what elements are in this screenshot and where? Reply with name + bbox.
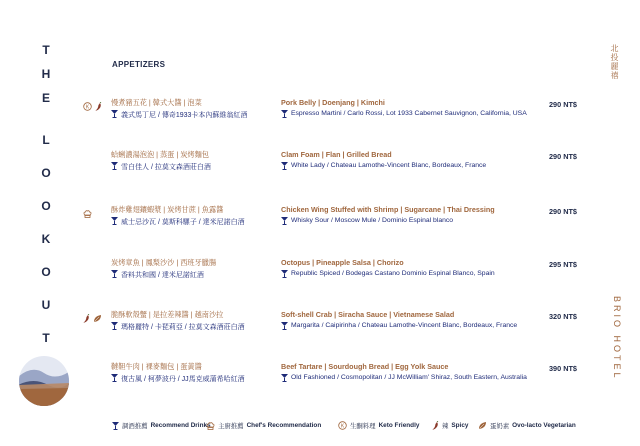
title-letter: E — [41, 91, 50, 105]
price: 390 NT$ — [549, 364, 577, 373]
cocktail-glass-icon — [112, 422, 119, 430]
drinks-zh: 雪白佳人 / 拉莫文森酒莊白酒 — [121, 164, 211, 171]
legend-item — [338, 421, 419, 430]
dish-name-en: Soft-shell Crab | Siracha Sauce | Vietnamese Salad — [281, 310, 455, 319]
title-letter: H — [41, 67, 51, 81]
title-letter: O — [41, 166, 51, 180]
section-heading: APPETIZERS — [112, 60, 166, 69]
legend-en: Spicy — [451, 422, 469, 429]
dish-name-zh: 蛤蜊濃湯泡泡 | 蒸蛋 | 炭烤麵包 — [111, 150, 209, 159]
dish-name-en: Pork Belly | Doenjang | Kimchi — [281, 98, 385, 107]
price: 320 NT$ — [549, 312, 577, 321]
dish-name-en: Beef Tartare | Sourdough Bread | Egg Yolk Sauce — [281, 362, 449, 371]
drinks-zh: 瑪格麗特 / 卡琵莉亞 / 拉莫文森酒莊白酒 — [121, 324, 245, 331]
dish-name-zh: 韃靼牛肉 | 裸麥麵包 | 蛋黃醬 — [111, 362, 202, 371]
spicy-icon — [95, 98, 102, 110]
legend-item — [478, 421, 576, 430]
legend-en: Recommend Drinks — [150, 422, 211, 429]
drinks-en: Margarita / Caipirinha / Chateau Lamothe-Vincent Blanc, Bordeaux, France — [291, 322, 518, 329]
legend-en: Chef's Recommendation — [246, 422, 322, 429]
drinks-zh: 復古風 / 柯夢波丹 / JJ馬克威蒲希哈紅酒 — [121, 376, 245, 383]
svg-text:K: K — [340, 423, 345, 430]
drinks-en: Whisky Sour / Moscow Mule / Dominio Espinal blanco — [291, 217, 454, 224]
drinks-en: Old Fashioned / Cosmopolitan / JJ McWilliam' Shiraz, South Eastern, Australia — [291, 374, 527, 381]
price: 295 NT$ — [549, 260, 577, 269]
dish-name-en: Octopus | Pineapple Salsa | Chorizo — [281, 258, 404, 267]
title-letter: K — [41, 232, 51, 246]
menu-item — [0, 150, 640, 190]
legend-zh: 主廚推薦 — [218, 423, 244, 430]
legend-zh: 辣 — [442, 423, 449, 430]
drinks-zh: 香料共和國 / 達米尼諾紅酒 — [121, 272, 204, 279]
title-letter: T — [42, 331, 50, 345]
drinks-zh: 威士忌沙瓦 / 莫斯科騾子 / 達米尼諾白酒 — [121, 219, 245, 226]
spicy-icon — [432, 421, 439, 430]
dish-name-zh: 炭烤章魚 | 鳳梨沙沙 | 西班牙臘腸 — [111, 258, 217, 267]
side-chinese-name: 北投麗禧 — [610, 44, 619, 80]
drinks-en: Republic Spiced / Bodegas Castano Dominio Espinal Blanco, Spain — [291, 270, 495, 277]
dietary-icons — [83, 150, 105, 162]
vegetarian-icon — [93, 310, 102, 322]
legend-zh: 調酒推薦 — [122, 423, 148, 430]
dish-name-zh: 慢煮豬五花 | 韓式大醬 | 泡菜 — [111, 98, 202, 107]
svg-text:K: K — [85, 104, 90, 111]
title-letter: T — [42, 43, 50, 57]
keto-icon — [338, 421, 347, 430]
dietary-icons — [83, 362, 105, 374]
menu-item — [0, 205, 640, 245]
drinks-en: Espresso Martini / Carlo Rossi, Lot 1933 Cabernet Sauvignon, California, USA — [291, 110, 527, 117]
price: 290 NT$ — [549, 100, 577, 109]
legend-zh: 蛋奶素 — [490, 423, 510, 430]
title-letter: U — [41, 298, 51, 312]
dish-name-en: Clam Foam | Flan | Grilled Bread — [281, 150, 392, 159]
legend-item — [206, 421, 321, 430]
menu-item — [0, 258, 640, 298]
legend-item — [432, 421, 468, 430]
recommendation-icon — [83, 205, 92, 217]
dish-name-zh: 脆酥軟殼蟹 | 是拉差辣醬 | 越南沙拉 — [111, 310, 224, 319]
legend-zh: 生酮料理 — [350, 423, 376, 430]
spicy-icon — [83, 310, 90, 322]
title-letter: L — [42, 133, 50, 147]
dish-name-en: Chicken Wing Stuffed with Shrimp | Sugarcane | Thai Dressing — [281, 205, 495, 214]
dietary-icons — [83, 258, 105, 270]
keto-icon — [83, 98, 92, 110]
menu-item — [0, 310, 640, 350]
dietary-icons — [83, 310, 105, 322]
legend-en: Ovo-lacto Vegetarian — [512, 422, 576, 429]
legend-item — [112, 421, 211, 430]
title-letter: O — [41, 199, 51, 213]
menu-item — [0, 362, 640, 402]
drinks-zh: 義式馬丁尼 / 傳奇1933卡本內蘇維翁紅酒 — [121, 112, 248, 119]
chef-hat-icon — [206, 422, 215, 430]
price: 290 NT$ — [549, 152, 577, 161]
dietary-icons — [83, 205, 105, 217]
menu-item — [0, 98, 640, 138]
title-letter: O — [41, 265, 51, 279]
drinks-en: White Lady / Chateau Lamothe-Vincent Blanc, Bordeaux, France — [291, 162, 487, 169]
dish-name-zh: 酥炸雞翅鑲蝦漿 | 炭烤甘蔗 | 魚露醬 — [111, 205, 224, 214]
price: 290 NT$ — [549, 207, 577, 216]
dietary-icons — [83, 98, 105, 110]
legend-en: Keto Friendly — [378, 422, 420, 429]
side-brand-name: BRIO HOTEL — [612, 296, 622, 381]
legend — [112, 421, 582, 433]
vegetarian-icon — [478, 421, 487, 430]
